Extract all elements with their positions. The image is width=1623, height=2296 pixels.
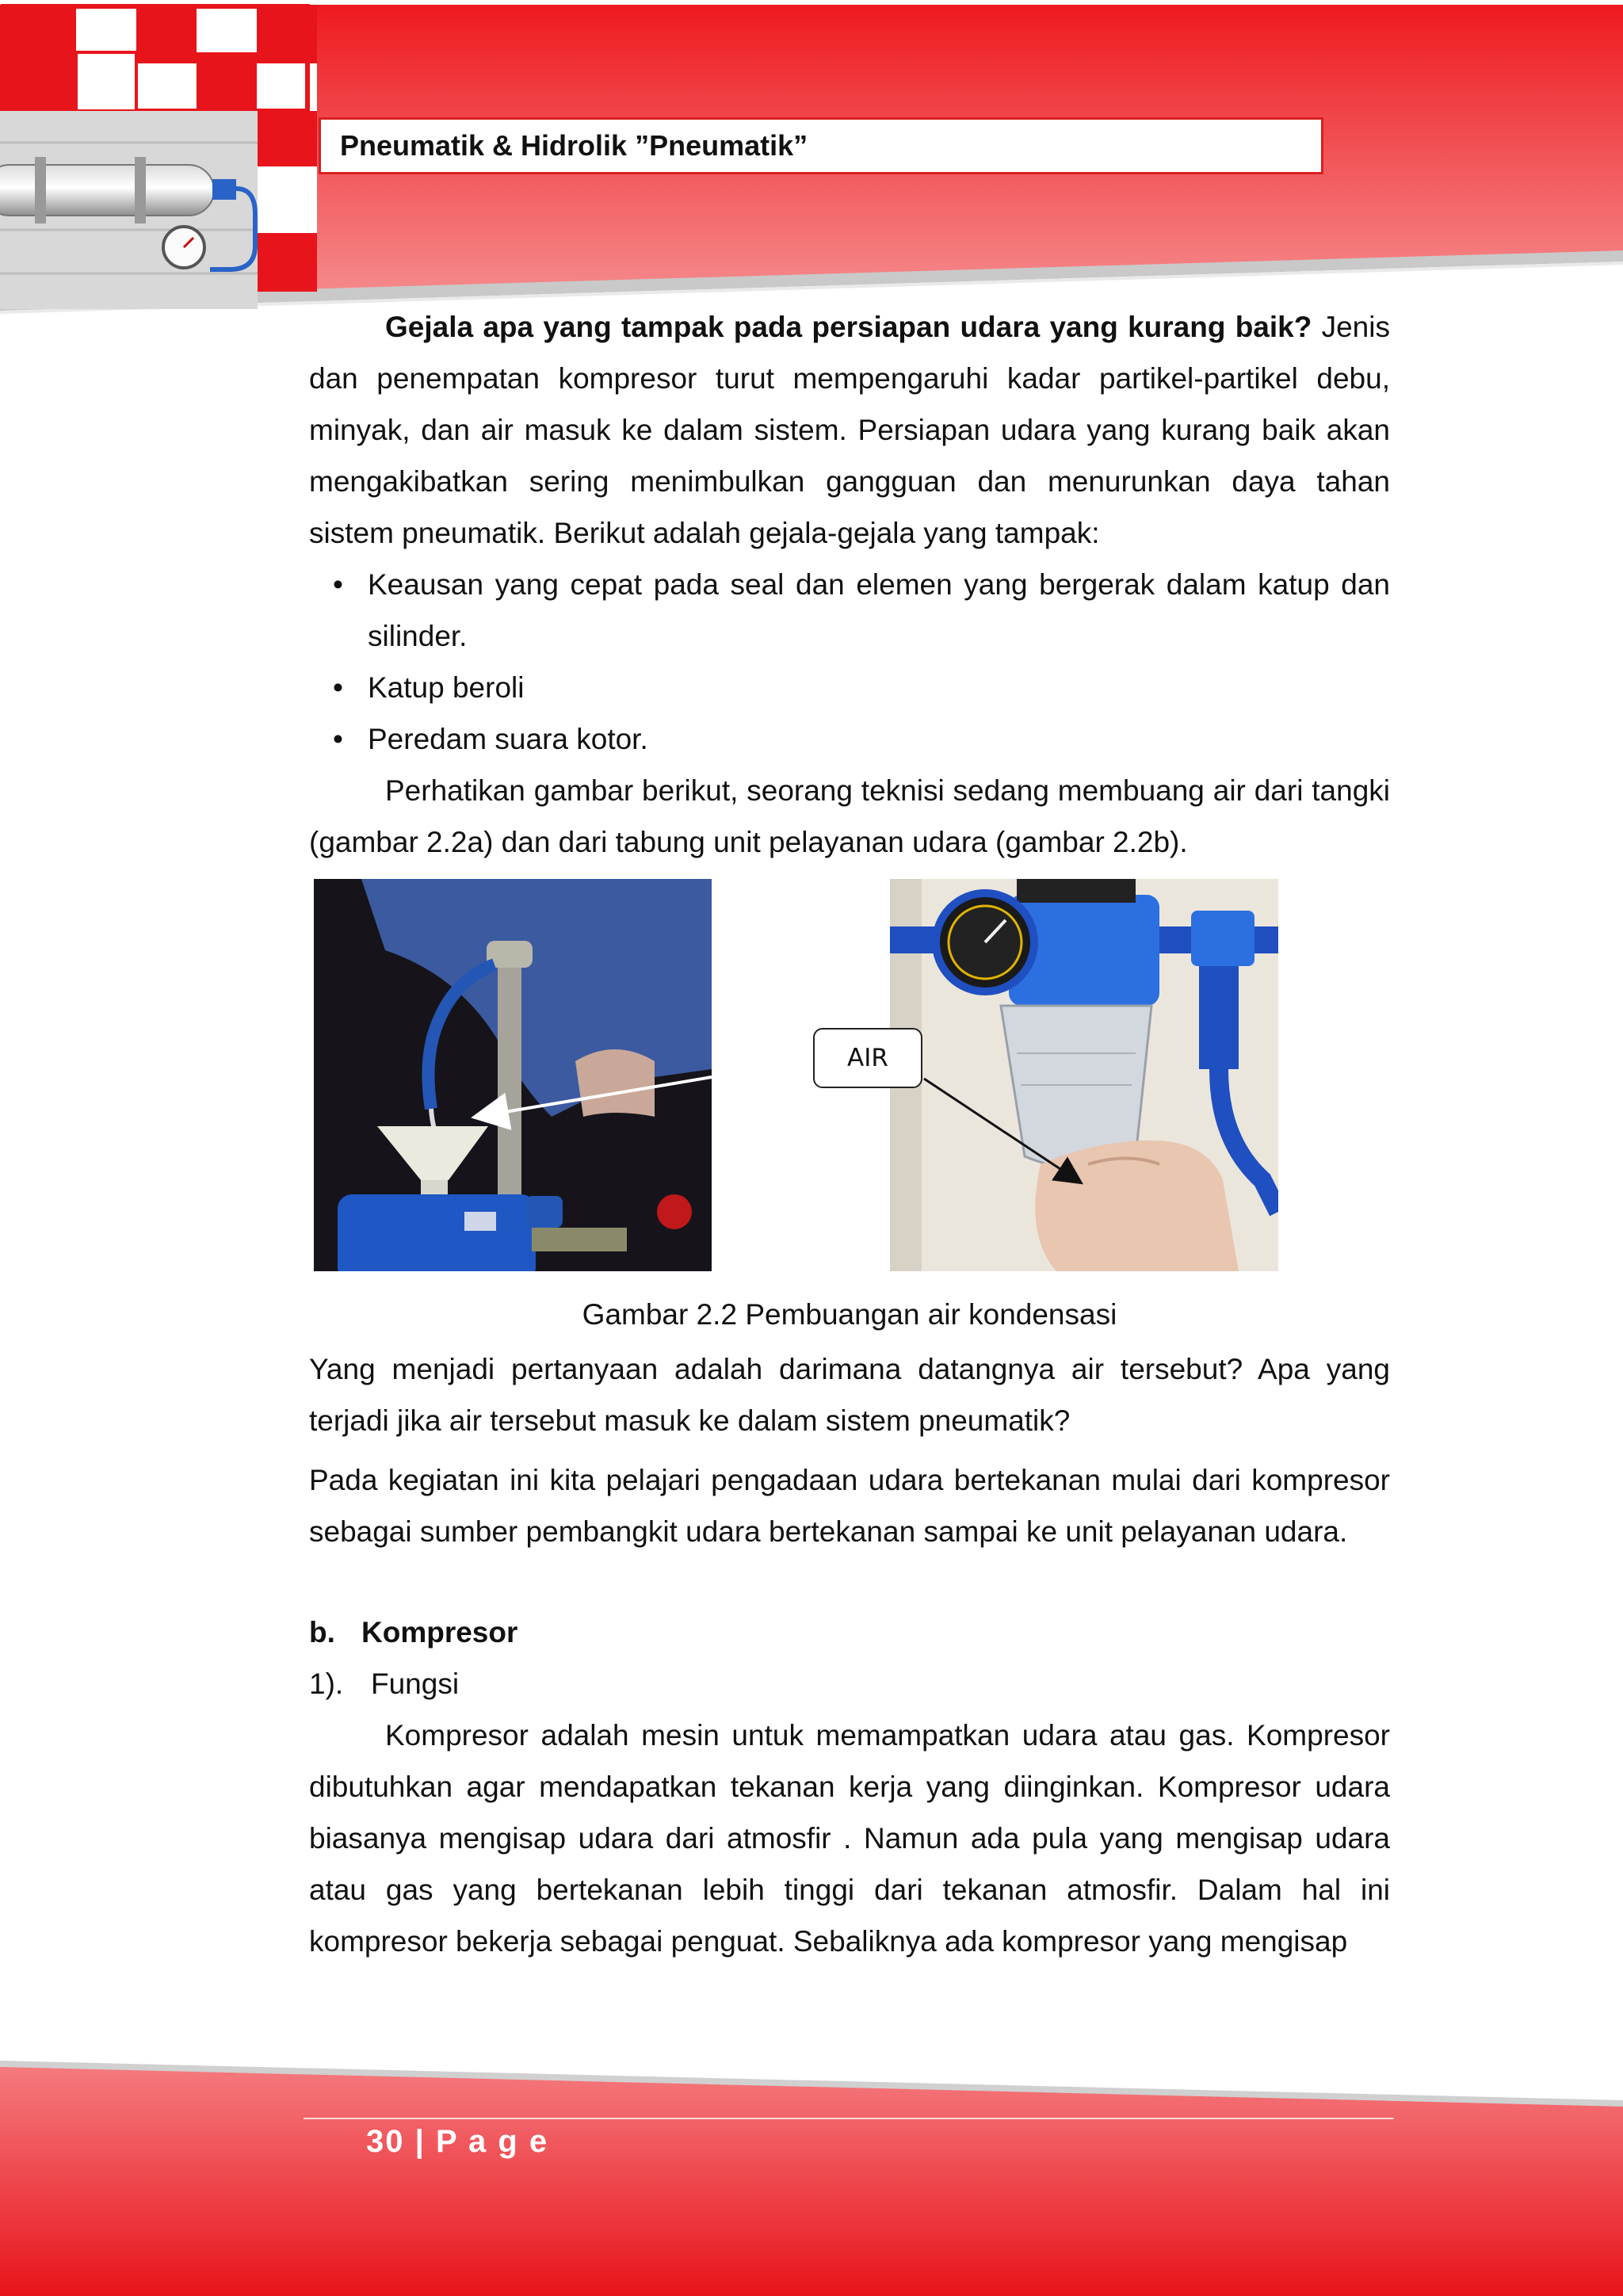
section-number: b.: [309, 1616, 335, 1648]
page-footer: [0, 2053, 1623, 2296]
figure-caption: Gambar 2.2 Pembuangan air kondensasi: [582, 1298, 1117, 1331]
bullet-marker: •: [333, 723, 343, 755]
figure-intro-paragraph: Perhatikan gambar berikut, seorang teknisi sedang membuang air dari tangki (gambar 2.2a) dan dari tabung unit pelayanan udara (gambar 2.2b).: [309, 774, 1390, 858]
intro-paragraph: [309, 301, 1390, 559]
list-item: [309, 713, 1390, 765]
footer-rule: [304, 2118, 1394, 2119]
page-number: [366, 2124, 548, 2160]
list-item-text: Katup beroli: [368, 671, 525, 704]
page-header: [0, 0, 1623, 317]
list-item-text: Peredam suara kotor.: [368, 723, 648, 755]
arrow-to-drain-valve: [924, 1079, 1079, 1182]
list-item: [309, 662, 1390, 713]
page-content: [309, 301, 1390, 1967]
bullet-marker: •: [333, 671, 343, 704]
compressor-paragraph: Kompresor adalah mesin untuk memampatkan udara atau gas. Kompresor dibutuhkan agar mendapatkan tekanan kerja yang diinginkan. Kompresor udara biasanya mengisap udara dari atmosfir . Namun ada pula yang mengisap udara atau gas yang bertekanan lebih tinggi dari tekanan atmosfir. Dalam hal ini kompresor bekerja sebagai penguat. Sebaliknya ada kompresor yang mengisap: [309, 1719, 1390, 1958]
figure-arrows: [309, 879, 1390, 1291]
pressure-tank-image: [0, 111, 258, 309]
arrow-to-funnel: [477, 1077, 712, 1117]
section-heading: [309, 1606, 1390, 1658]
section-title: Kompresor: [361, 1616, 518, 1648]
intro-question: Gejala apa yang tampak pada persiapan udara yang kurang baik?: [385, 311, 1312, 343]
figure-2-2: [309, 879, 1390, 1291]
page-label: P a g e: [435, 2124, 549, 2159]
bullet-marker: •: [333, 568, 343, 601]
header-title: Pneumatik & Hidrolik ”Pneumatik”: [340, 129, 808, 162]
question-paragraph: Yang menjadi pertanyaan adalah darimana datangnya air tersebut? Apa yang terjadi jika air tersebut masuk ke dalam sistem pneumatik?: [309, 1353, 1390, 1437]
intro-body: Jenis dan penempatan kompresor turut mempengaruhi kadar partikel-partikel debu, minyak, dan air masuk ke dalam sistem. Persiapan udara yang kurang baik akan mengakibatkan sering menimbulkan gangguan dan menurunkan daya tahan sistem pneumatik. Berikut adalah gejala-gejala yang tampak:: [309, 311, 1390, 549]
page-number-value: 30: [366, 2124, 405, 2159]
page-number-separator: |: [414, 2124, 426, 2159]
list-item-text: Keausan yang cepat pada seal dan elemen yang bergerak dalam katup dan silinder.: [368, 568, 1390, 652]
symptom-list: [309, 559, 1390, 765]
subsection-title: Fungsi: [371, 1668, 460, 1700]
subsection-number: 1).: [309, 1668, 344, 1700]
list-item: [309, 559, 1390, 662]
subsection-heading: [309, 1658, 1390, 1710]
activity-paragraph: Pada kegiatan ini kita pelajari pengadaan udara bertekanan mulai dari kompresor sebagai sumber pembangkit udara bertekanan sampai ke unit pelayanan udara.: [309, 1464, 1390, 1548]
footer-banner-graphic: [0, 2053, 1623, 2296]
header-photo-pressure-tank: [0, 111, 258, 309]
header-title-box: [319, 117, 1323, 174]
air-callout-label: AIR: [847, 1044, 888, 1072]
